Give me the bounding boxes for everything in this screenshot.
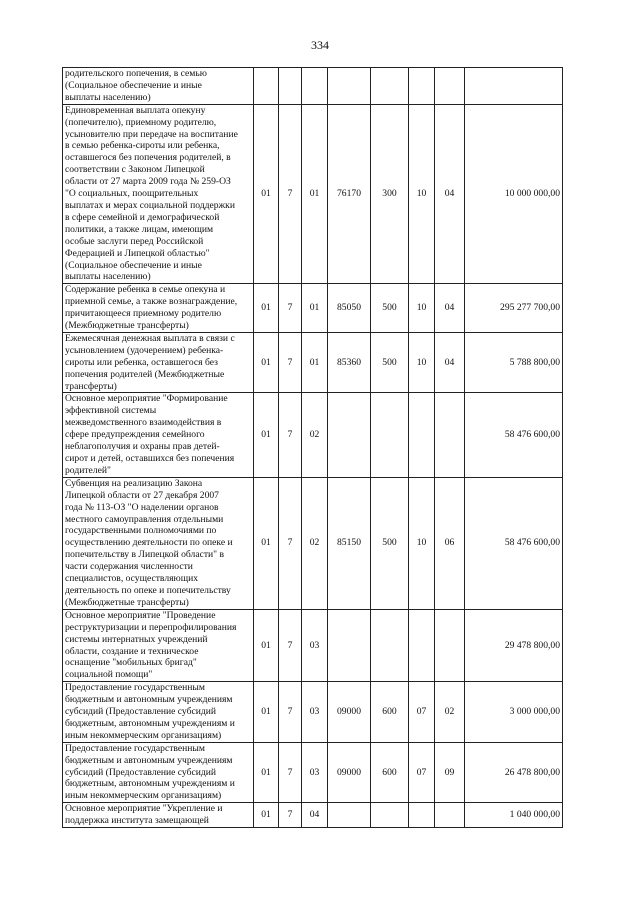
row-description: родительского попечения, в семью (Социальное обеспечение и иные выплаты населению) [63,68,254,105]
amount: 3 000 000,00 [465,682,563,743]
amount: 26 478 800,00 [465,742,563,803]
subprogram-code: 7 [279,742,302,803]
subsection-code: 04 [435,104,465,284]
event-code: 02 [302,477,328,609]
subsection-code: 09 [435,742,465,803]
direction-code [328,68,371,105]
event-code: 01 [302,332,328,393]
subsection-code: 04 [435,284,465,333]
subprogram-code: 7 [279,104,302,284]
table-row [63,332,563,393]
expense-type-code: 500 [371,477,409,609]
row-description: Субвенция на реализацию Закона Липецкой области от 27 декабря 2007 года № 113-ОЗ "О наделении органов местного самоуправления отдельными государственными полномочиями по осуществлению деятельности по опеке и попечительству в Липецкой области" в части содержания численности специалистов, осуществляющих деятельность по опеке и попечительству (Межбюджетные трансферты) [63,477,254,609]
program-code: 01 [254,803,279,828]
table-row [63,609,563,681]
table-row [63,742,563,803]
section-code: 10 [409,104,435,284]
expense-type-code: 300 [371,104,409,284]
subprogram-code: 7 [279,284,302,333]
table-row [63,477,563,609]
direction-code: 09000 [328,682,371,743]
event-code [302,68,328,105]
event-code: 04 [302,803,328,828]
section-code [409,68,435,105]
amount: 58 476 600,00 [465,393,563,477]
amount [465,68,563,105]
program-code: 01 [254,393,279,477]
expense-type-code [371,68,409,105]
subsection-code: 06 [435,477,465,609]
subprogram-code: 7 [279,477,302,609]
program-code: 01 [254,284,279,333]
table-row [63,803,563,828]
subsection-code [435,609,465,681]
table-row [63,393,563,477]
direction-code: 85360 [328,332,371,393]
program-code: 01 [254,742,279,803]
program-code: 01 [254,332,279,393]
row-description: Предоставление государственным бюджетным и автономным учреждениям субсидий (Предоставление субсидий бюджетным, автономным учреждениям и иным некоммерческим организациям) [63,742,254,803]
subprogram-code: 7 [279,609,302,681]
row-description: Предоставление государственным бюджетным и автономным учреждениям субсидий (Предоставление субсидий бюджетным, автономным учреждениям и иным некоммерческим организациям) [63,682,254,743]
direction-code [328,803,371,828]
budget-table [62,67,563,828]
direction-code: 85050 [328,284,371,333]
amount: 1 040 000,00 [465,803,563,828]
amount: 295 277 700,00 [465,284,563,333]
row-description: Содержание ребенка в семье опекуна и приемной семье, а также вознаграждение, причитающееся приемному родителю (Межбюджетные трансферты) [63,284,254,333]
event-code: 01 [302,284,328,333]
expense-type-code [371,609,409,681]
subsection-code: 04 [435,332,465,393]
section-code: 10 [409,284,435,333]
section-code [409,393,435,477]
row-description: Основное мероприятие "Укрепление и поддержка института замещающей [63,803,254,828]
event-code: 02 [302,393,328,477]
expense-type-code [371,803,409,828]
event-code: 03 [302,609,328,681]
event-code: 01 [302,104,328,284]
table-row [63,682,563,743]
table-row [63,284,563,333]
subprogram-code: 7 [279,803,302,828]
subsection-code [435,803,465,828]
row-description: Основное мероприятие "Формирование эффективной системы межведомственного взаимодействия в сфере предупреждения семейного неблагополучия и охраны прав детей- сирот и детей, оставшихся без попечения родителей" [63,393,254,477]
subprogram-code [279,68,302,105]
program-code: 01 [254,104,279,284]
subsection-code [435,393,465,477]
program-code [254,68,279,105]
row-description: Единовременная выплата опекуну (попечителю), приемному родителю, усыновителю при передаче на воспитание в семью ребенка-сироты или ребенка, оставшегося без попечения родителей, в соответствии с Законом Липецкой области от 27 марта 2009 года № 259-ОЗ "О социальных, поощрительных выплатах и мерах социальной поддержки в сфере семейной и демографической политики, а также лицам, имеющим особые заслуги перед Российской Федерацией и Липецкой областью" (Социальное обеспечение и иные выплаты населению) [63,104,254,284]
section-code [409,609,435,681]
direction-code: 09000 [328,742,371,803]
table-row [63,104,563,284]
amount: 10 000 000,00 [465,104,563,284]
section-code: 10 [409,332,435,393]
subsection-code [435,68,465,105]
table-row [63,68,563,105]
program-code: 01 [254,609,279,681]
expense-type-code: 500 [371,332,409,393]
direction-code: 85150 [328,477,371,609]
subprogram-code: 7 [279,682,302,743]
section-code: 10 [409,477,435,609]
direction-code: 76170 [328,104,371,284]
event-code: 03 [302,742,328,803]
section-code [409,803,435,828]
subprogram-code: 7 [279,332,302,393]
row-description: Основное мероприятие "Проведение реструктуризации и перепрофилирования системы интернатных учреждений области, создание и техническое оснащение "мобильных бригад" социальной помощи" [63,609,254,681]
program-code: 01 [254,477,279,609]
amount: 29 478 800,00 [465,609,563,681]
subsection-code: 02 [435,682,465,743]
subprogram-code: 7 [279,393,302,477]
amount: 5 788 800,00 [465,332,563,393]
section-code: 07 [409,682,435,743]
direction-code [328,393,371,477]
event-code: 03 [302,682,328,743]
page-number: 334 [311,38,329,52]
expense-type-code: 600 [371,742,409,803]
direction-code [328,609,371,681]
program-code: 01 [254,682,279,743]
row-description: Ежемесячная денежная выплата в связи с усыновлением (удочерением) ребенка- сироты или ребенка, оставшегося без попечения родителей (Межбюджетные трансферты) [63,332,254,393]
expense-type-code: 600 [371,682,409,743]
expense-type-code: 500 [371,284,409,333]
section-code: 07 [409,742,435,803]
amount: 58 476 600,00 [465,477,563,609]
expense-type-code [371,393,409,477]
